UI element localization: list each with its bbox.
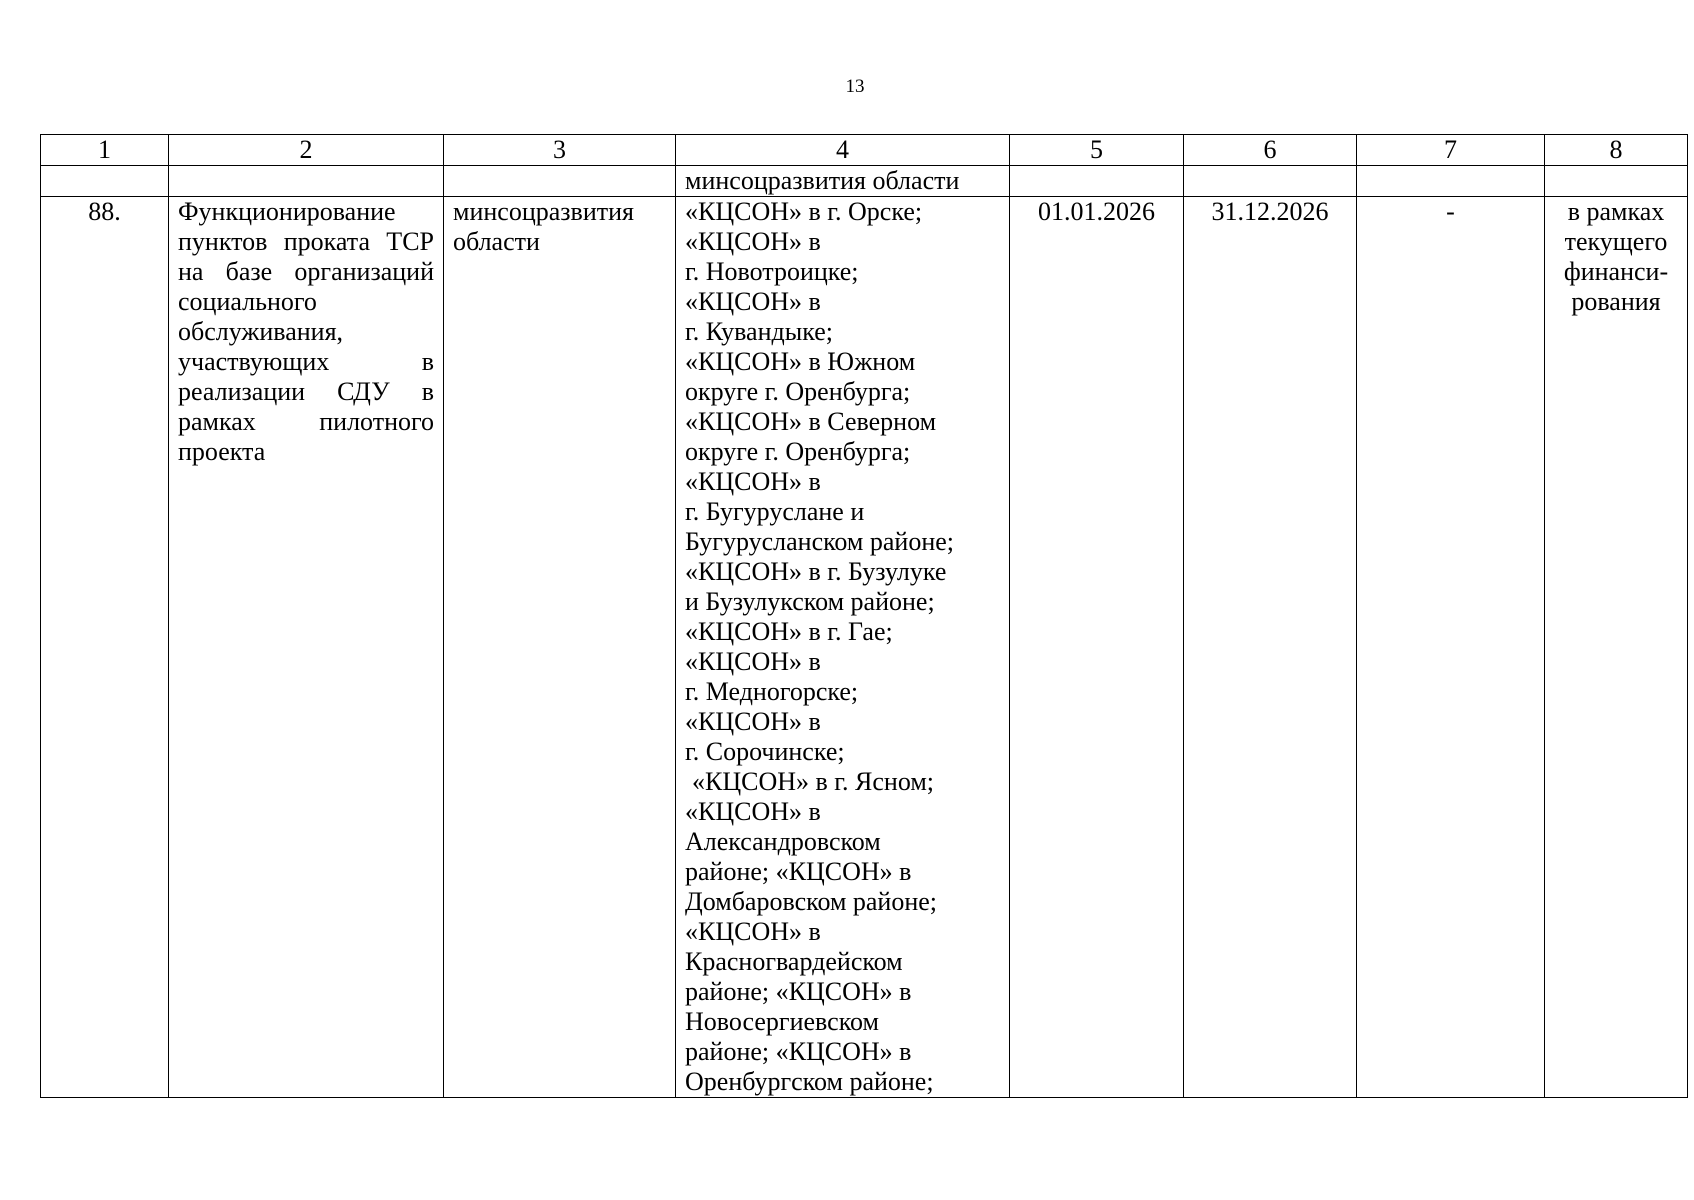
- cont-cell-6: [1184, 166, 1357, 197]
- executor-line: Бугурусланском районе;: [685, 527, 955, 556]
- executor-line: «КЦСОН» в Южном: [685, 347, 916, 376]
- continuation-row: [41, 166, 1688, 197]
- row-number: 88.: [41, 197, 169, 1098]
- executor-line: Новосергиевском: [685, 1007, 879, 1036]
- executor-line: районе; «КЦСОН» в: [685, 977, 912, 1006]
- executor-line: «КЦСОН» в: [685, 797, 821, 826]
- executor-line: г. Медногорске;: [685, 677, 859, 706]
- page-number: 13: [845, 76, 865, 97]
- cont-cell-8: [1545, 166, 1688, 197]
- plan-table: [40, 134, 1688, 1098]
- executor-line: Красногвардейском: [685, 947, 903, 976]
- column-number-6: 6: [1184, 135, 1357, 166]
- executor-line: районе; «КЦСОН» в: [685, 857, 912, 886]
- executor-line: «КЦСОН» в: [685, 467, 821, 496]
- financing-source: в рамках текущего финанси-рования: [1545, 197, 1688, 1098]
- column-number-4: 4: [676, 135, 1010, 166]
- executors-lines: [685, 197, 1000, 1097]
- column-numbers-row: [41, 135, 1688, 166]
- column-number-2: 2: [169, 135, 444, 166]
- executor-line: «КЦСОН» в: [685, 917, 821, 946]
- executor-line: Александровском: [685, 827, 881, 856]
- executor-line: округе г. Оренбурга;: [685, 377, 911, 406]
- cont-cell-3: [444, 166, 676, 197]
- column-number-3: 3: [444, 135, 676, 166]
- executor-line: «КЦСОН» в Северном: [685, 407, 937, 436]
- table-row: [41, 197, 1688, 1098]
- column-number-8: 8: [1545, 135, 1688, 166]
- cont-cell-5: [1010, 166, 1184, 197]
- executor-line: «КЦСОН» в: [685, 227, 821, 256]
- cont-cell-2: [169, 166, 444, 197]
- column-number-7: 7: [1357, 135, 1545, 166]
- executor-line: «КЦСОН» в: [685, 707, 821, 736]
- executor-line: Оренбургском районе;: [685, 1067, 934, 1096]
- executor-line: «КЦСОН» в г. Гае;: [685, 617, 893, 646]
- executor-line: г. Сорочинске;: [685, 737, 845, 766]
- executors-list: [676, 197, 1010, 1098]
- column-number-1: 1: [41, 135, 169, 166]
- executor-line: «КЦСОН» в г. Ясном;: [692, 767, 934, 796]
- executor-line: г. Новотроицке;: [685, 257, 859, 286]
- cont-cell-1: [41, 166, 169, 197]
- start-date: 01.01.2026: [1010, 197, 1184, 1098]
- column-7-value: -: [1357, 197, 1545, 1098]
- executor-line: районе; «КЦСОН» в: [685, 1037, 912, 1066]
- executor-line: «КЦСОН» в: [685, 287, 821, 316]
- executor-line: «КЦСОН» в г. Орске;: [685, 197, 923, 226]
- column-number-5: 5: [1010, 135, 1184, 166]
- cont-cell-4: минсоцразвития области: [676, 166, 1010, 197]
- end-date: 31.12.2026: [1184, 197, 1357, 1098]
- executor-line: Домбаровском районе;: [685, 887, 938, 916]
- executor-line: г. Бугуруслане и: [685, 497, 865, 526]
- cont-cell-7: [1357, 166, 1545, 197]
- executor-line: «КЦСОН» в г. Бузулуке: [685, 557, 947, 586]
- executor-line: «КЦСОН» в: [685, 647, 821, 676]
- measure-description: Функционирование пунктов проката ТСР на базе организаций социального обслуживания, участвующих в реализации СДУ в рамках пилотного проекта: [169, 197, 444, 1098]
- executor-line: округе г. Оренбурга;: [685, 437, 911, 466]
- executor-line: и Бузулукском районе;: [685, 587, 935, 616]
- executor-line: г. Кувандыке;: [685, 317, 833, 346]
- responsible-executor: минсоцразвития области: [444, 197, 676, 1098]
